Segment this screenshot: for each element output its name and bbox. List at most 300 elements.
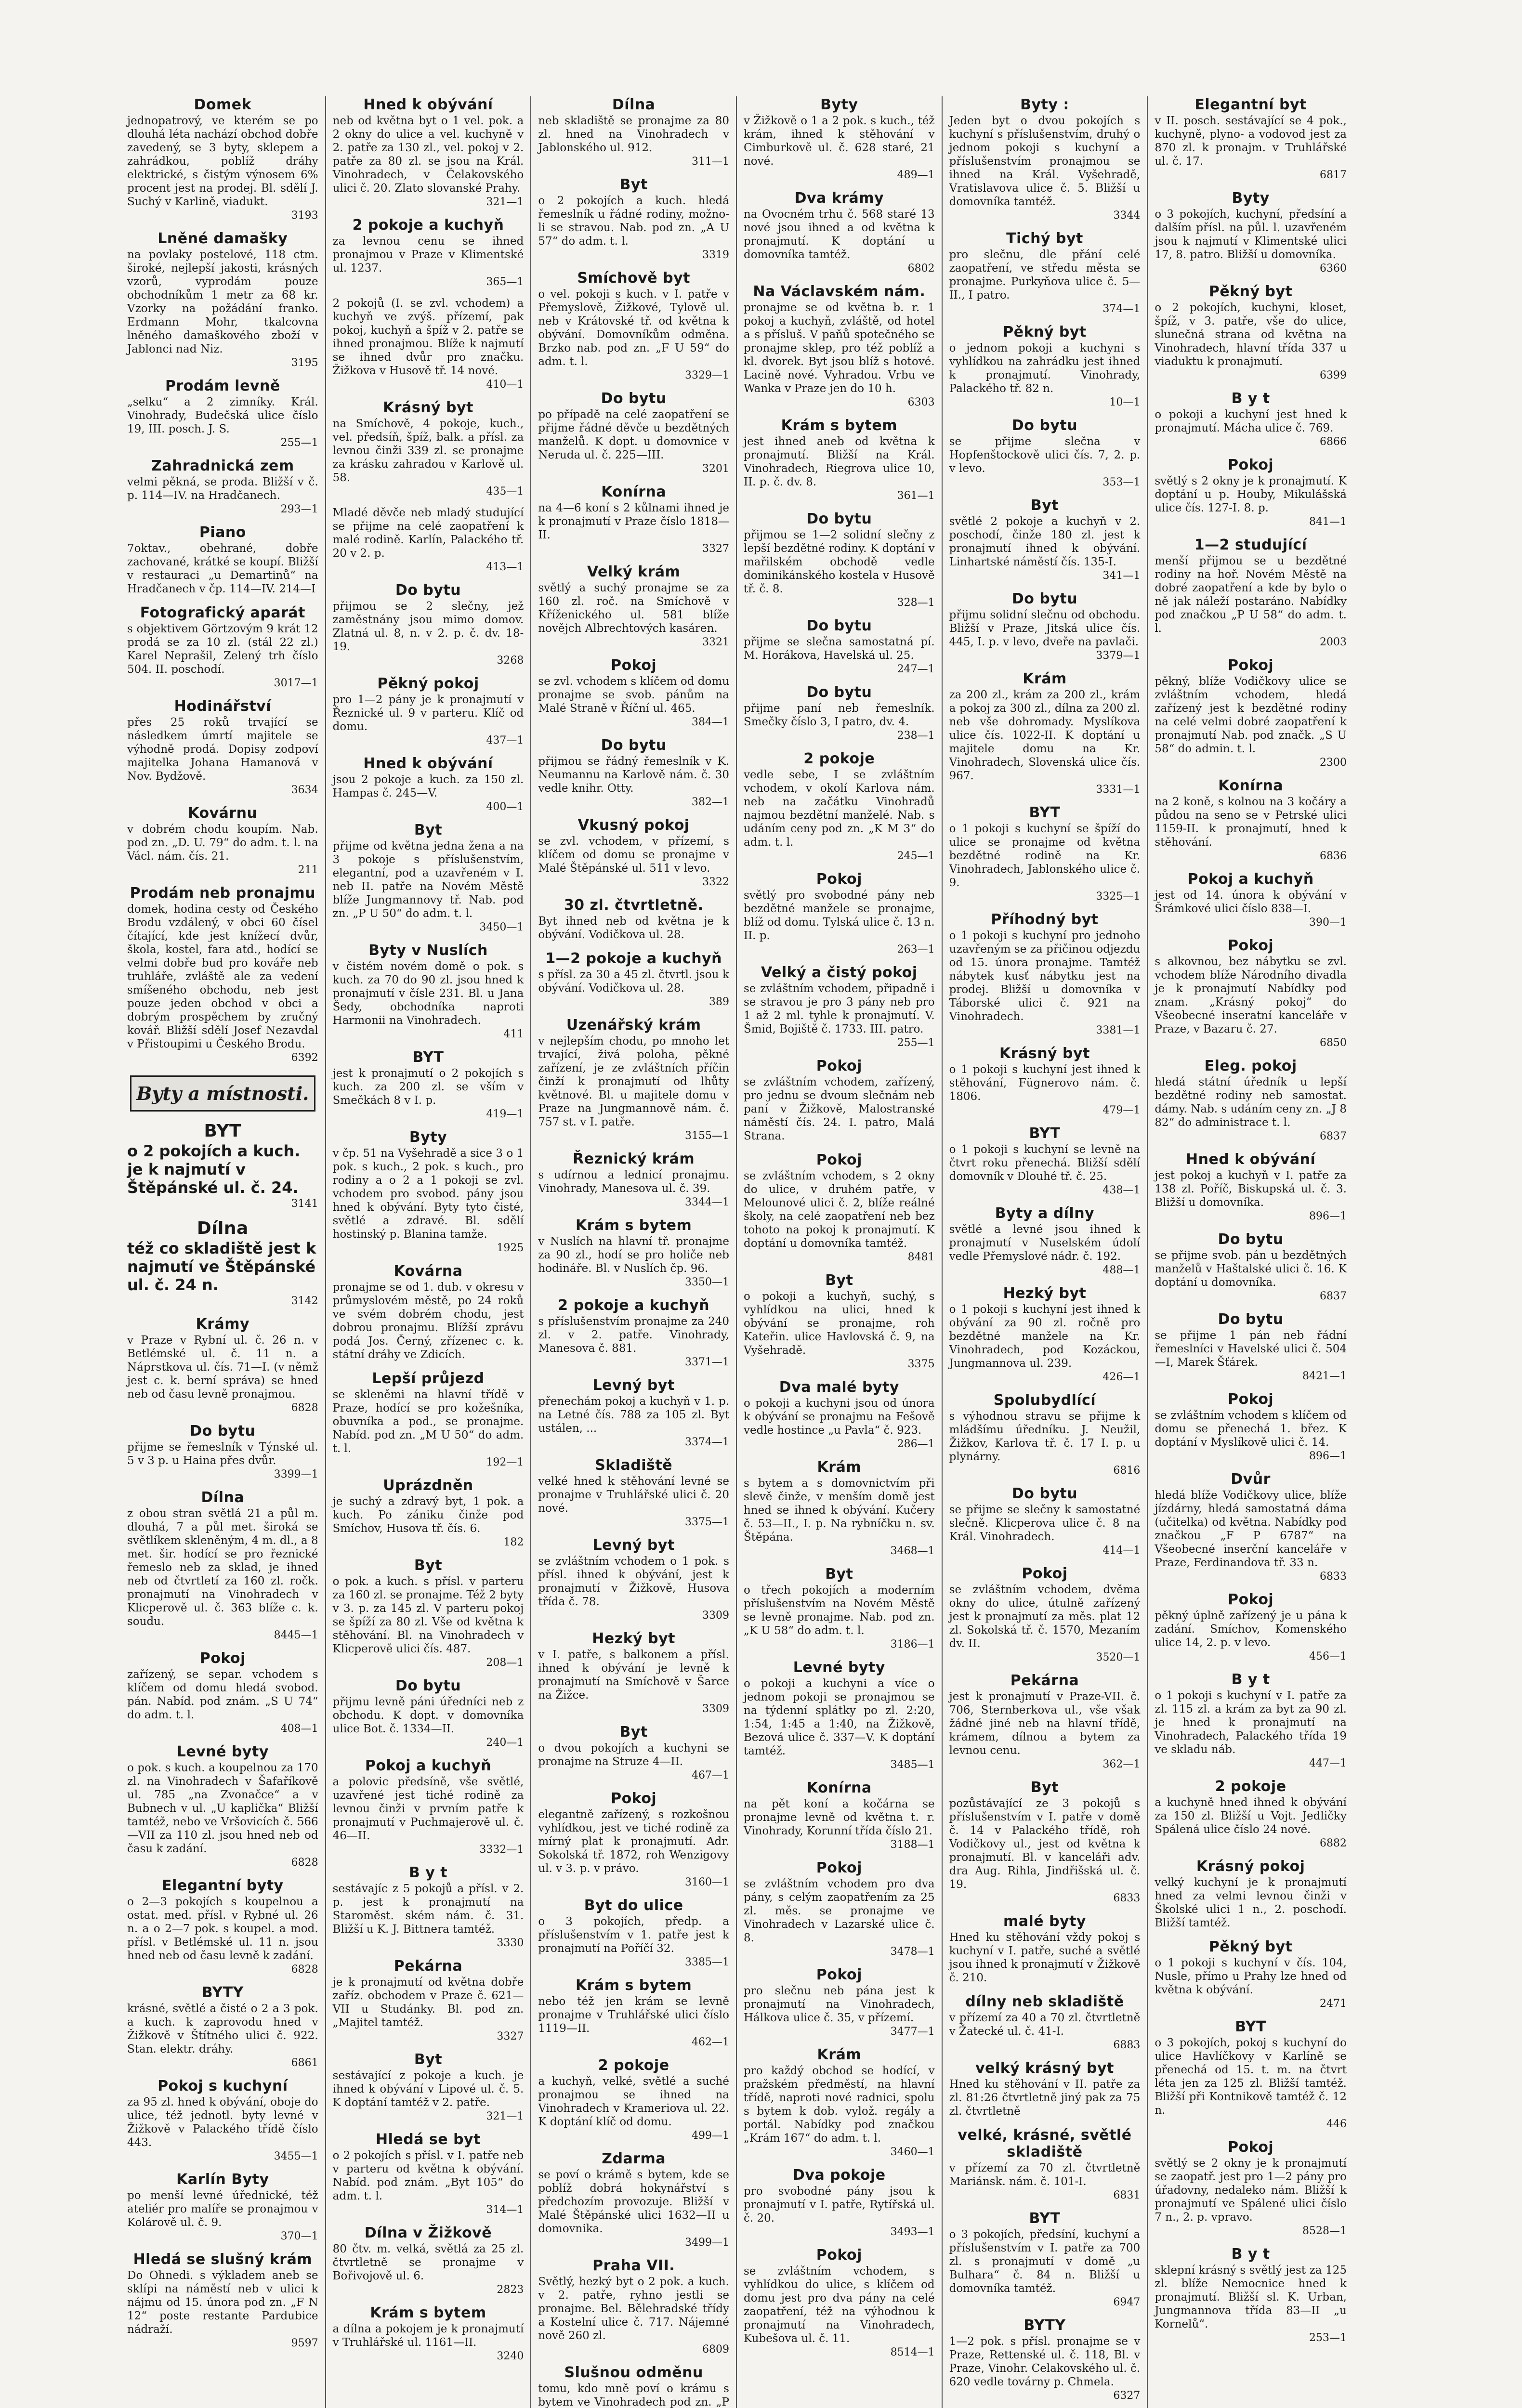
- classified-ad: [538, 1457, 729, 1528]
- ad-reference-number: 286—1: [897, 1438, 935, 1450]
- classified-ad: [538, 1977, 729, 2048]
- ad-reference-number: 328—1: [897, 597, 935, 609]
- ad-text: neb skladiště se pronajme za 80 zl. hned na Vinohradech v Jablonského ul. 912.: [538, 115, 729, 154]
- ad-text: Hned ku stěhování v II. patře za zl. 81:26 čtvrtletně jiný pak za 75 zl. čtvrtletně: [949, 2078, 1141, 2118]
- ad-text: přijme od května jedna žena a na 3 pokoje s příslušenstvím, elegantní, pod a uzavřeném v I. neb II. patře na Novém Městě blíže Jungmannovy tř. Nab. pod zn. „P U 50“ do adm. t. l.: [332, 840, 524, 920]
- classified-ad: [1155, 2246, 1347, 2344]
- classified-ad: [333, 1370, 524, 1468]
- ad-text: 7oktav., obehrané, dobře zachované, krátké se koupí. Bližší v restauraci „u Demartinů“ na Hradčanech v čp. 114—IV. 214—I: [127, 542, 318, 595]
- ad-reference-number: 3322: [702, 876, 729, 888]
- classified-ad: [333, 1477, 524, 1548]
- ad-text: Jeden byt o dvou pokojích s kuchyní s příslušenstvím, druhý o jednom pokoji s kuchyní a příslušenstvím pronajmou se ihned na Král. Vyšehradě, Vratislavova ulice č. 5. Bližší u domovníka tamtéž.: [949, 115, 1141, 208]
- ad-reference-number: 896—1: [1309, 1450, 1347, 1462]
- ad-text: světlý s 2 okny je k pronajmutí. K doptání u p. Houby, Mikulášská ulice čís. 127-I. 8. p.: [1155, 475, 1347, 514]
- ad-text: v Nuslích na hlavní tř. pronajme za 90 zl., hodí se pro holiče neb hodináře. Bl. v Nuslích čp. 96.: [538, 1235, 729, 1275]
- ad-text: v I. patře, s balkonem a přísl. ihned k obývání je levně k pronajmutí na Smíchově v Šarce na Žižce.: [538, 1649, 729, 1701]
- ad-reference-number: 414—1: [1102, 1544, 1141, 1557]
- ad-title: Krám: [817, 2046, 862, 2063]
- ad-title: BYT: [1029, 2210, 1061, 2227]
- ad-reference-number: 3375—1: [684, 1516, 729, 1528]
- ad-text: s výhodnou stravu se přijme k mládšímu úředníku. J. Neužil, Žižkov, Karlova tř. č. 17 I. p. u plynárny.: [949, 1410, 1141, 1463]
- ad-text: krásné, světlé a čisté o 2 a 3 pok. a kuch. k zaprovodu hned v Žižkově v Štítného ulici č. 922. Stan. elektr. dráhy.: [127, 2002, 318, 2055]
- classified-ad: [127, 885, 318, 1064]
- ad-title: Pokoj: [1228, 457, 1274, 473]
- classified-ad: [949, 497, 1141, 582]
- ad-reference-number: 321—1: [486, 196, 524, 208]
- ad-text: s příslušenstvím pronajme za 240 zl. v 2. patře. Vinohrady, Manesova č. 881.: [538, 1315, 729, 1355]
- ad-reference-number: 413—1: [486, 561, 524, 573]
- ad-text: po případě na celé zaopatření se přijme řádné děvče u bezdětných manželů. K dopt. u domovnice v Neruda ul. č. 225—III.: [538, 408, 729, 461]
- ad-reference-number: 240—1: [486, 1737, 524, 1749]
- classified-ad: [333, 1557, 524, 1669]
- ad-title: Pokoj: [816, 2247, 862, 2264]
- ad-title: Do bytu: [601, 737, 667, 754]
- ad-title: Vkusný pokoj: [577, 817, 690, 834]
- column-2: [326, 96, 532, 2408]
- ad-reference-number: 389: [709, 996, 729, 1008]
- ad-title: Elegantní byty: [162, 1877, 284, 1894]
- ad-reference-number: 408—1: [280, 1723, 318, 1735]
- ad-title: Pokoj: [816, 871, 862, 888]
- classified-ad: [949, 1913, 1141, 1985]
- ad-reference-number: 3332—1: [479, 1844, 524, 1856]
- ad-text: světlý se 2 okny je k pronajmutí se zaopatř. jest pro 1—2 pány pro úřadovny, nedaleko nám. Bližší k pronajmutí ve Spálené ulici číslo 7 n., 2. p. vpravo.: [1155, 2157, 1347, 2224]
- classified-ad: [949, 96, 1141, 222]
- classified-ad: [538, 2257, 729, 2356]
- ad-text: domek, hodina cesty od Českého Brodu vzdálený, v obci 60 čísel čítající, kde jest knížecí dvůr, škola, kostel, fara atd., hodící se velmi dobře bud pro kováře neb truhláře, zvláště ale za vedení smíšeného obchodu, neb jest pouze jeden obchod v obci a dobrým prospěchem by zručný kovář. Bližší sdělí Josef Nezavdal v Přistoupimi u Českého Brodu.: [127, 903, 318, 1050]
- ad-title: Skladiště: [595, 1457, 673, 1474]
- classified-ad: [538, 1297, 729, 1368]
- ad-reference-number: 3331—1: [1096, 784, 1141, 796]
- ad-reference-number: 3155—1: [684, 1130, 729, 1142]
- classified-ad: [538, 1630, 729, 1715]
- classified-ad: [127, 1984, 318, 2069]
- ad-title: Pokoj a kuchyň: [365, 1757, 492, 1774]
- ad-title: BYT: [1029, 804, 1061, 821]
- ad-reference-number: 3188—1: [890, 1839, 935, 1851]
- ad-text: o 1 pokoji s kuchyní jest ihned k stěhování, Fügnerovo nám. č. 1806.: [949, 1063, 1141, 1103]
- ad-reference-number: 6360: [1319, 262, 1347, 275]
- ad-title: 1—2 pokoje a kuchyň: [545, 950, 722, 967]
- ad-text: o pok. a kuch. s přísl. v parteru za 160 zl. se pronajme. Též 2 byty v 3. p. za 145 zl. V parteru pokoj se špíží za 80 zl. Vše od května k stěhování. Bl. na Vinohradech v Klicperově ulici čís. 487.: [332, 1575, 524, 1655]
- ad-title: Krámy: [196, 1316, 250, 1333]
- ad-text: Světlý, hezký byt o 2 pok. a kuch. v 2. patře, ryhno jestli se pronajme. Bel. Bělehradské třídy a Kostelní ulice č. 717. Nájemné nově 260 zl.: [538, 2276, 729, 2342]
- ad-reference-number: 8445—1: [274, 1629, 318, 1641]
- ad-text: s bytem a s domovnictvím při slevě činže, v menším domě jest hned se ihned k obývání. Kučery č. 53—II., I. p. Na rybníčku n. sv. Štěpána.: [743, 1477, 935, 1544]
- ad-reference-number: 446: [1326, 2118, 1347, 2130]
- ad-reference-number: 479—1: [1102, 1104, 1141, 1116]
- ad-text: v dobrém chodu koupím. Nab. pod zn. „D. U. 79“ do adm. t. l. na Václ. nám. čís. 21.: [127, 823, 318, 863]
- ad-title: Do bytu: [806, 684, 872, 701]
- ad-text: o pokoji a kuchyní jest hned k pronajmutí. Mácha ulice č. 769.: [1155, 408, 1347, 434]
- ad-text: se zvláštním vchodem pro dva pány, s celým zaopatřením za 25 zl. měs. se pronajme ve Vinohradech v Lazarské ulice č. 8.: [743, 1878, 935, 1944]
- ad-title: Krám: [817, 1459, 862, 1476]
- ad-reference-number: 247—1: [897, 663, 935, 675]
- ad-title: Dílna: [201, 1489, 245, 1506]
- ad-text: na Ovocném trhu č. 568 staré 13 nové jsou ihned a od května k pronajmutí. K doptání u domovníka tamtéž.: [743, 208, 935, 261]
- ad-reference-number: 384—1: [691, 716, 729, 728]
- ad-text: v nejlepším chodu, po mnoho let trvající, živá poloha, pěkné zařízení, je ze zvláštních příčin činží k pronajmutí od lhůty květnové. Bl. u majitele domu v Praze na Jungmannově nám. č. 757 st. v I. patře.: [538, 1035, 729, 1128]
- classified-ad: [1155, 2018, 1347, 2130]
- classified-ad: [333, 1958, 524, 2042]
- ad-text: zařízený, se separ. vchodem s klíčem od domu hledá svobod. pán. Nabíd. pod znám. „S U 74“ do adm. t. l.: [127, 1668, 318, 1721]
- column-1: [120, 96, 326, 2408]
- ad-title: 2 pokoje: [803, 750, 875, 767]
- ad-reference-number: 255—1: [280, 437, 318, 449]
- classified-ad: [949, 2210, 1141, 2308]
- ad-reference-number: 192—1: [486, 1456, 524, 1468]
- classified-ad: [538, 1724, 729, 1781]
- classified-ad: [127, 2251, 318, 2349]
- ad-text: přijme paní neb řemeslník. Smečky číslo 3, I patro, dv. 4.: [743, 702, 935, 728]
- ad-title: Řeznický krám: [573, 1151, 695, 1167]
- ad-text: o 3 pokojích, předsíní, kuchyní a příslušenstvím v I. patře za 700 zl. s pronajmutí v domě „u Bulhara“ č. 84 n. Bližší u domovníka tamtéž.: [949, 2228, 1141, 2295]
- ad-reference-number: 3268: [497, 654, 524, 667]
- classified-ad: [744, 283, 935, 408]
- ad-reference-number: 6833: [1319, 1570, 1347, 1583]
- ad-reference-number: 447—1: [1309, 1757, 1347, 1769]
- ad-reference-number: 3455—1: [274, 2150, 318, 2162]
- ad-title: Velký krám: [587, 563, 681, 580]
- ad-title: Pokoj s kuchyní: [157, 2078, 288, 2094]
- ad-text: světlé 2 pokoje a kuchyň v 2. poschodí, činže 180 zl. jest k pronajmutí ihned k obývání. Linhartské náměstí čís. 135-I.: [949, 515, 1141, 568]
- ad-title: Lněné damašky: [157, 230, 288, 247]
- ad-text: pronajme se od 1. dub. v okresu v průmyslovém městě, po 24 roků ve svém dobrém chodu, jest dobrou pronajmu. Blížší zprávu podá Jos. Černý, zřízenec c. k. státní dráhy ve Zdicích.: [332, 1281, 524, 1361]
- ad-title: Pěkný byt: [1003, 324, 1087, 340]
- classified-ad: [333, 1864, 524, 1949]
- ad-text: sklepní krásný s světlý jest za 125 zl. blíže Nemocnice hned k pronajmutí. Bližší sl. K. Urban, Jungmannova třída 83—II „u Kornelů“.: [1155, 2264, 1347, 2330]
- ad-text: pozůstávající ze 3 pokojů s příslušenstvím v I. patře v domě č. 14 v Palackého třídě, roh Vodičkovy ul., jest od května k pronajmutí. Bl. v kanceláři adv. dra Aug. Rihla, Jindřišská ul. č. 19.: [949, 1797, 1141, 1891]
- ad-title: BYT: [412, 1049, 444, 1066]
- ad-title: B y t: [408, 1864, 448, 1881]
- ad-text: o 3 pokojích, předp. a příslušenstvím v 1. patře jest k pronajmutí na Poříčí 32.: [538, 1915, 729, 1955]
- ad-reference-number: 6828: [291, 1963, 318, 1976]
- ad-reference-number: 3319: [702, 249, 729, 261]
- classified-ad: [127, 1423, 318, 1480]
- ad-text: se skleněmi na hlavní třídě v Praze, hodící se pro kožešníka, obuvníka a pod., se pronajme. Nabíd. pod zn. „M U 50“ do adm. t. l.: [332, 1388, 524, 1455]
- ad-reference-number: 361—1: [897, 490, 935, 502]
- ad-title: Byt: [619, 1724, 648, 1741]
- ad-title: Do bytu: [1218, 1231, 1284, 1248]
- ad-title: Pokoj a kuchyň: [1187, 871, 1314, 888]
- classified-ad: [538, 2057, 729, 2142]
- ad-reference-number: 382—1: [691, 796, 729, 808]
- classified-ad: [1155, 657, 1347, 769]
- ad-title: Spolubydlící: [993, 1392, 1096, 1409]
- ad-title: Byt: [825, 1566, 853, 1583]
- ad-reference-number: 841—1: [1309, 516, 1347, 528]
- ad-title: Do bytu: [806, 510, 872, 527]
- ad-title: Hezký byt: [592, 1630, 676, 1647]
- ad-text: s objektivem Görtzovým 9 krát 12 prodá se za 10 zl. (stál 22 zl.) Karel Neprašil, Zelený trh číslo 504. II. poschodí.: [127, 623, 318, 676]
- classified-ad: [127, 604, 318, 689]
- classified-ad: [1155, 1938, 1347, 2010]
- ad-reference-number: 488—1: [1102, 1264, 1141, 1276]
- ad-title: Levné byty: [176, 1743, 269, 1760]
- classified-ad: [1155, 1778, 1347, 1849]
- ad-text: se zvláštním vchodem, s vyhlídkou do ulice, s klíčem od domu jest pro dva pány na celé zaopatření, též na výhodnou k pronajmutí na Vinohradech, Kubešova ul. č. 11.: [743, 2265, 935, 2345]
- classified-ad: [744, 96, 935, 181]
- classified-ad: [744, 1459, 935, 1557]
- classified-ad: [1155, 1591, 1347, 1662]
- ad-text: Hned ku stěhování vždy pokoj s kuchyní v I. patře, suché a světlé jsou ihned k pronajmutí v Žižkově č. 210.: [949, 1931, 1141, 1984]
- ad-text: jest k pronajmutí v Praze-VII. č. 706, Sternberkova ul., vše však žádné jiné neb na hlavní třídě, krámem, dílnou a bytem za levnou cenu.: [949, 1690, 1141, 1757]
- ad-title: Byty :: [1020, 96, 1069, 113]
- ad-text: se přijme svob. pán u bezdětných manželů v Haštalské ulici č. 16. K doptání u domovníka.: [1155, 1249, 1347, 1289]
- ad-title: Byt: [414, 2051, 443, 2068]
- ad-reference-number: 253—1: [1309, 2332, 1347, 2344]
- ad-reference-number: 3381—1: [1096, 1024, 1141, 1036]
- classified-ad: [538, 817, 729, 888]
- ad-text: nebo též jen krám se levně pronajme v Truhlářské ulici číslo 1119—II.: [538, 1995, 729, 2035]
- ad-text: o třech pokojích a moderním příslušenstvím na Novém Městě se levně pronajme. Nab. pod zn. „K U 58“ do adm. t. l.: [743, 1584, 935, 1637]
- classified-ad: [744, 964, 935, 1049]
- ad-title: Byt do ulice: [584, 1897, 683, 1914]
- classified-ad: [127, 1218, 318, 1307]
- ad-reference-number: 3485—1: [890, 1759, 935, 1771]
- classified-ad: [744, 190, 935, 275]
- ad-title: Pokoj: [816, 1058, 862, 1074]
- ad-title: Do bytu: [395, 1677, 461, 1694]
- ad-text: o 3 pokojích, kuchyní, předsíní a dalším přísl. na půl. l. uzavřeném jsou k najmutí v Klimentské ulici 17, 8. patro. Bližší u domovníka.: [1155, 208, 1347, 261]
- classified-ad: [333, 1263, 524, 1361]
- ad-text: a kuchyně hned ihned k obývání za 150 zl. Bližší u Vojt. Jedličky Spálená ulice číslo 24 nové.: [1155, 1796, 1347, 1836]
- ad-title: Pokoj: [816, 1859, 862, 1876]
- classified-ad: [949, 2060, 1141, 2118]
- ad-title: Domek: [194, 96, 252, 113]
- classified-ad: [1155, 537, 1347, 648]
- ad-text: a kuchyň, velké, světlé a suché pronajmou se ihned na Vinohradech v Krameriova ul. 22. K doptání klíč od domu.: [538, 2075, 729, 2128]
- ad-text: v II. posch. sestávající se 4 pok., kuchyně, plyno- a vodovod jest za 870 zl. k pronajm. v Truhlářské ul. č. 17.: [1155, 115, 1347, 168]
- ad-reference-number: 3325—1: [1096, 890, 1141, 903]
- classified-ad: [333, 675, 524, 746]
- classified-ad: [744, 1152, 935, 1263]
- ad-reference-number: 3450—1: [479, 921, 524, 933]
- ad-text: s udírnou a lednicí pronajmu. Vinohrady, Manesova ul. č. 39.: [538, 1169, 729, 1195]
- ad-reference-number: 3399—1: [274, 1468, 318, 1480]
- ad-reference-number: 321—1: [486, 2110, 524, 2122]
- classified-ad: [538, 950, 729, 1008]
- ad-reference-number: 3160—1: [684, 1876, 729, 1888]
- ad-text: pro každý obchod se hodící, v pražském předměstí, na hlavní třídě, naproti nové radnici, spolu s bytem k dob. vylož. regály a portál. Nabídky pod značkou „Krám 167“ do adm. t. l.: [743, 2065, 935, 2145]
- ad-reference-number: 6816: [1113, 1465, 1141, 1477]
- ad-reference-number: 6828: [291, 1857, 318, 1869]
- ad-reference-number: 6836: [1319, 850, 1347, 862]
- ad-reference-number: 3142: [291, 1295, 318, 1307]
- ad-title: Byty: [1232, 190, 1270, 207]
- ad-text: pro slečnu neb pána jest k pronajmutí na Vinohradech, Hálkova ulice č. 35, v přízemí.: [743, 1985, 935, 2024]
- ad-text: o pokoji a kuchyni jsou od února k obývání se pronajmu na Fešově vedle hostince „u Pavla“ č. 923.: [743, 1397, 935, 1437]
- ad-title: Krásný byt: [383, 399, 473, 416]
- classified-ad: [538, 270, 729, 381]
- classified-ad: [127, 230, 318, 369]
- ad-text: 2 pokojů (I. se zvl. vchodem) a kuchyň ve zvýš. přízemí, pak pokoj, kuchyň a špíž v 2. patře se ihned pronajmou. Blíže k najmutí se ihned dvůr pro značku. Žižkova v Husově tř. 14 nové.: [332, 297, 524, 377]
- classified-ad: [538, 1377, 729, 1448]
- ad-reference-number: 362—1: [1102, 1758, 1141, 1770]
- ad-reference-number: 6861: [291, 2057, 318, 2069]
- column-3: [531, 96, 737, 2408]
- ad-title: Pokoj: [611, 1790, 657, 1807]
- ad-reference-number: 6817: [1319, 169, 1347, 181]
- classified-ad: [1155, 1671, 1347, 1769]
- classified-ad: [538, 1017, 729, 1142]
- ad-title: Byt: [825, 1272, 853, 1289]
- ad-title: Pokoj: [816, 1152, 862, 1168]
- ad-reference-number: 3468—1: [890, 1545, 935, 1557]
- ad-text: se poví o krámě s bytem, kde se poblíž dobrá hokynářství s předchozím provozuje. Bližší v Malé Štěpánské ulici 1632—II u domovnika.: [538, 2169, 729, 2235]
- ad-text: o 1 pokoji s kuchyní v čís. 104, Nusle, přímo u Prahy lze hned od května k obývání.: [1155, 1957, 1347, 1996]
- ad-text: se zvláštním vchodem, zařízený, pro jednu se dvoum slečnám neb paní v Žižkově, Malostranské náměstí čís. 24. I. patro, Malá Strana.: [743, 1076, 935, 1142]
- ad-reference-number: 3186—1: [890, 1638, 935, 1650]
- ad-title: Zahradnická zem: [151, 458, 294, 474]
- classified-ad: [744, 684, 935, 742]
- ad-title: Konírna: [806, 1780, 872, 1796]
- classified-ad: [949, 1993, 1141, 2051]
- ad-text: a dílna a pokojem je k pronajmutí v Truhlářské ul. 1161—II.: [332, 2323, 524, 2349]
- classified-ad: [538, 657, 729, 728]
- ad-title: Dílna: [197, 1218, 249, 1238]
- ad-reference-number: 341—1: [1102, 570, 1141, 582]
- ad-title: Byt: [414, 822, 443, 838]
- ad-title: Pěkný byt: [1208, 283, 1293, 300]
- ad-title: Dvůr: [1231, 1471, 1271, 1488]
- ad-title: Pokoj: [1228, 657, 1274, 674]
- ad-title: Příhodný byt: [991, 911, 1099, 928]
- ad-title: Zdarma: [602, 2150, 666, 2167]
- ad-title: Pokoj: [199, 1650, 246, 1667]
- ad-text: přes 25 roků trvající se následkem úmrtí majitele se výhodně prodá. Dopisy zodpoví majitelka Johana Hamanová v Nov. Bydžově.: [127, 716, 318, 783]
- classified-ad: [538, 484, 729, 555]
- ad-reference-number: 3327: [702, 543, 729, 555]
- ad-text: se zvláštním vchodem o 1 pok. s přísl. ihned k obývání, jest k pronajmutí v Žižkově, Husova třída č. 78.: [538, 1555, 729, 1608]
- ad-text: menší přijmou se u bezdětné rodiny na hoř. Novém Městě na dobré zaopatření a kde by bylo o ně jak náleží postaráno. Nabídky pod značkou „P U 58“ do adm. t. l.: [1155, 555, 1347, 635]
- ad-text: o 1 pokoji s kuchyní se špíží do ulice se pronajme od května bezdětné rodině na Kr. Vinohradech, Jablonského ulice č. 9.: [949, 823, 1141, 889]
- ad-text: o 1 pokoji s kuchyní v I. patře za zl. 115 zl. a krám za byt za 90 zl. je hned k pronajmutí na Vinohradech, Palackého třída 19 ve skladu náb.: [1155, 1689, 1347, 1756]
- classified-ad: [744, 1780, 935, 1851]
- classified-ad: [949, 1125, 1141, 1196]
- ad-text: o 1 pokoji s kuchyní se levně na čtvrt roku přenechá. Bližší sdělí domovník v Dlouhé tř. č. 25.: [949, 1143, 1141, 1183]
- ad-reference-number: 3193: [291, 209, 318, 222]
- ad-title: 1—2 studující: [1194, 537, 1307, 553]
- ad-text: se přijme se slečny k samostatné slečně. Klicperova ulice č. 8 na Král. Vinohradech.: [949, 1504, 1141, 1543]
- classified-ad: [127, 698, 318, 796]
- ad-reference-number: 208—1: [486, 1657, 524, 1669]
- ad-text: přijme se slečna samostatná pí. M. Horákova, Havelská ul. 25.: [743, 636, 935, 662]
- ad-text: se zvláštním vchodem, připadně i se stravou je pro 3 pány neb pro 1 až 2 ml. tyhle k pronajmutí. V. Šmid, Bojiště č. 1733. III. patro.: [743, 982, 935, 1035]
- classified-ad: [1155, 1858, 1347, 1930]
- classified-ad: [949, 1779, 1141, 1904]
- ad-text: Byt ihned neb od května je k obývání. Vodičkova ul. 28.: [538, 915, 729, 941]
- ad-title: 30 zl. čtvrtletně.: [564, 897, 704, 914]
- ad-reference-number: 438—1: [1102, 1184, 1141, 1196]
- classified-ad: [1155, 190, 1347, 275]
- ad-text: přijmu solidní slečnu od obchodu. Bližší v Praze, Jitská ulice čís. 445, I. p. v levo, dveře na pavlači.: [949, 609, 1141, 648]
- classified-ad: [127, 1877, 318, 1976]
- classified-ad: [538, 1217, 729, 1288]
- classified-ad: [127, 2171, 318, 2242]
- ad-reference-number: 9597: [291, 2337, 318, 2349]
- ad-reference-number: 374—1: [1102, 303, 1141, 315]
- ad-reference-number: 6802: [907, 262, 935, 275]
- ad-text: jsou 2 pokoje a kuch. za 150 zl. Hampas č. 245—V.: [332, 773, 524, 799]
- classified-ad: [949, 1565, 1141, 1663]
- ad-title: Pokoj: [1228, 937, 1274, 954]
- ad-text: světlé a levné jsou ihned k pronajmutí v Nuselském údolí vedle Přemyslové nádr. č. 192.: [949, 1223, 1141, 1263]
- ad-text: za levnou cenu se ihned pronajmou v Praze v Klimentské ul. 1237.: [332, 235, 524, 275]
- ad-text: o 2—3 pokojích s koupelnou a ostat. med. přísl. v Rybné ul. 26 n. a o 2—7 pok. s koupel. a mod. přísl. v Betlémské ul. 11 n. jsou hned neb od času levně k zadání.: [127, 1896, 318, 1962]
- classified-ad: [538, 737, 729, 808]
- classified-ad: [127, 1121, 318, 1210]
- ad-reference-number: 365—1: [486, 276, 524, 288]
- ad-title: Byt: [414, 1557, 443, 1574]
- ad-text: o 1 pokoji s kuchyní jest ihned k obývání za 90 zl. ročně pro bezdětné manžele na Kr. Vinohradech, pod Kozáckou, Jungmannova ul. 239.: [949, 1303, 1141, 1370]
- classified-ad: [127, 2078, 318, 2162]
- ad-title: Byty a dílny: [995, 1205, 1095, 1222]
- classified-ad: [744, 1272, 935, 1370]
- ad-reference-number: 456—1: [1309, 1650, 1347, 1662]
- classified-ad: [333, 2131, 524, 2216]
- ad-text: Mladé děvče neb mladý studující se přijme na celé zaopatření k malé rodině. Karlín, Palackého tř. 20 v 2. p.: [332, 507, 524, 560]
- ad-reference-number: 6883: [1113, 2039, 1141, 2051]
- ad-text: po menší levné úřednické, též ateliér pro malíře se pronajmou v Kolárově ul. č. 9.: [127, 2189, 318, 2229]
- ad-text: se zvláštním vchodem, s 2 okny do ulice, v druhém patře, v Melounové ulici č. 2, blíže reálné školy, na celé zaopatření neb bez tohoto na pokoj k pronajmutí. K doptání u domovníka tamtéž.: [743, 1170, 935, 1250]
- column-6: [1148, 96, 1353, 2408]
- ad-reference-number: 3350—1: [684, 1276, 729, 1288]
- ad-title: Tichý byt: [1006, 230, 1083, 247]
- classified-ad: [333, 2225, 524, 2296]
- ad-text: o dvou pokojích a kuchyni se pronajme na Struze 4—II.: [538, 1742, 729, 1768]
- ad-title: BYTY: [201, 1984, 244, 2001]
- classified-ad: [744, 1058, 935, 1143]
- ad-title: Levný byt: [592, 1537, 675, 1554]
- ad-reference-number: 3477—1: [890, 2026, 935, 2038]
- ad-reference-number: 3499—1: [684, 2237, 729, 2249]
- ad-text: o 2 pokojích a kuch. je k najmutí v Štěpánské ul. č. 24.: [127, 1142, 301, 1197]
- classified-ad: [1155, 1391, 1347, 1462]
- classified-ad: [949, 230, 1141, 315]
- classified-ad: [127, 1489, 318, 1641]
- ad-reference-number: 238—1: [897, 730, 935, 742]
- column-4: [737, 96, 943, 2408]
- classified-ad: [1155, 1311, 1347, 1382]
- ad-reference-number: 3460—1: [890, 2146, 935, 2158]
- classified-ad: [538, 1151, 729, 1208]
- classified-ad: [538, 96, 729, 168]
- ad-title: Dva pokoje: [793, 2167, 886, 2184]
- ad-title: Pokoj: [1228, 1391, 1274, 1408]
- classified-ad: [744, 1379, 935, 1450]
- ad-title: Praha VII.: [592, 2257, 675, 2274]
- classified-ad: [744, 417, 935, 502]
- ad-text: Do Ohnedi. s výkladem aneb se sklípi na náměstí neb v ulici k nájmu od 15. února pod zn. „F N 12“ poste restante Pardubice nádraží.: [127, 2269, 318, 2336]
- ad-text: v Praze v Rybní ul. č. 26 n. v Betlémské ul. č. 11 n. a Náprstkova ul. čís. 71—I. (v němž jest c. k. berní správa) se hned neb od času levně pronajmou.: [127, 1334, 318, 1400]
- ad-title: Konírna: [1218, 777, 1284, 794]
- classified-ad: [1155, 1058, 1347, 1142]
- ad-title: Hledá se slušný krám: [133, 2251, 313, 2268]
- classified-ad: [333, 399, 524, 497]
- ad-title: Pokoj: [1228, 2139, 1274, 2156]
- ad-reference-number: 3374—1: [684, 1436, 729, 1448]
- ad-title: Elegantní byt: [1194, 96, 1307, 113]
- ad-text: „selku“ a 2 zimníky. Král. Vinohrady, Budečská ulice číslo 19, III. posch. J. S.: [127, 396, 318, 435]
- classified-ad: [333, 1129, 524, 1254]
- classified-ad: [333, 506, 524, 573]
- ad-text: sestávající z pokoje a kuch. je ihned k obývání v Lipové ul. č. 5. K doptání tamtéž v 2. patře.: [332, 2069, 524, 2109]
- ad-title: Pěkný pokoj: [377, 675, 479, 692]
- ad-reference-number: 3240: [497, 2350, 524, 2362]
- classified-ad: [127, 458, 318, 515]
- ad-text: vedle sebe, I se zvláštním vchodem, v okolí Karlova nám. neb na začátku Vinohradů najmou bezdětní manželé. Nab. s udáním ceny pod zn. „K M 3“ do adm. t. l.: [743, 769, 935, 849]
